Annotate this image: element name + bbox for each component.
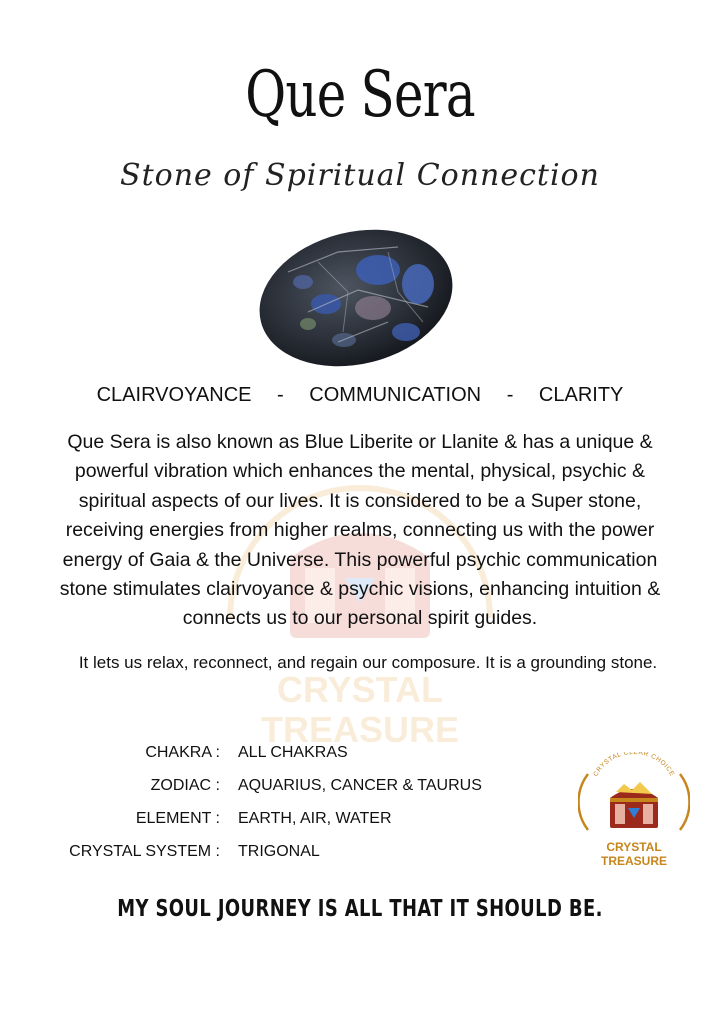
keyword-separator: -	[506, 384, 514, 406]
page-title: Que Sera	[245, 58, 475, 132]
property-value: TRIGONAL	[238, 843, 320, 860]
logo-arc-text: CRYSTAL CLEAR CHOICE	[592, 752, 676, 778]
description-paragraph: Que Sera is also known as Blue Liberite or Llanite & has a unique & powerful vibration which enhances the mental, physical, psychic & spiritual aspects of our lives. It is considered to be a Super stone, receiving energies from higher realms, connecting us with the power energy of Gaia & the Universe. This powerful psychic communication stone stimulates clairvoyance & psychic visions, enhancing intuition & connects us to our personal spirit guides.	[59, 431, 661, 630]
property-label: ZODIAC :	[150, 777, 220, 794]
keyword-separator: -	[277, 384, 284, 406]
keyword-1: CLAIRVOYANCE	[96, 384, 252, 406]
property-value: AQUARIUS, CANCER & TAURUS	[238, 777, 482, 794]
properties-list	[30, 744, 550, 876]
property-label: ELEMENT :	[135, 810, 220, 827]
brand-logo	[578, 752, 690, 870]
svg-text:CRYSTAL CLEAR CHOICE	[592, 752, 675, 778]
property-row-chakra	[30, 744, 550, 777]
page-subtitle: Stone of Spiritual Connection	[120, 158, 600, 193]
tagline: MY SOUL JOURNEY IS ALL THAT IT SHOULD BE.	[117, 896, 603, 922]
property-row-crystal-system	[30, 843, 550, 876]
keyword-2: COMMUNICATION	[309, 384, 482, 406]
property-label: CRYSTAL SYSTEM :	[69, 843, 220, 860]
keyword-3: CLARITY	[538, 384, 624, 406]
keywords-line	[0, 384, 720, 407]
watermark-line-2: TREASURE	[260, 709, 460, 750]
property-row-element	[30, 810, 550, 843]
property-label: CHAKRA :	[145, 744, 220, 761]
property-row-zodiac	[30, 777, 550, 810]
watermark-line-1: CRYSTAL	[277, 669, 443, 710]
property-value: EARTH, AIR, WATER	[238, 810, 392, 827]
stone-image	[248, 212, 460, 372]
logo-line-1: CRYSTAL	[606, 840, 662, 854]
property-value: ALL CHAKRAS	[238, 744, 348, 761]
logo-line-2: TREASURE	[600, 854, 667, 868]
note-paragraph: It lets us relax, reconnect, and regain our composure. It is a grounding stone.	[78, 653, 658, 672]
treasure-chest-icon	[578, 752, 690, 838]
